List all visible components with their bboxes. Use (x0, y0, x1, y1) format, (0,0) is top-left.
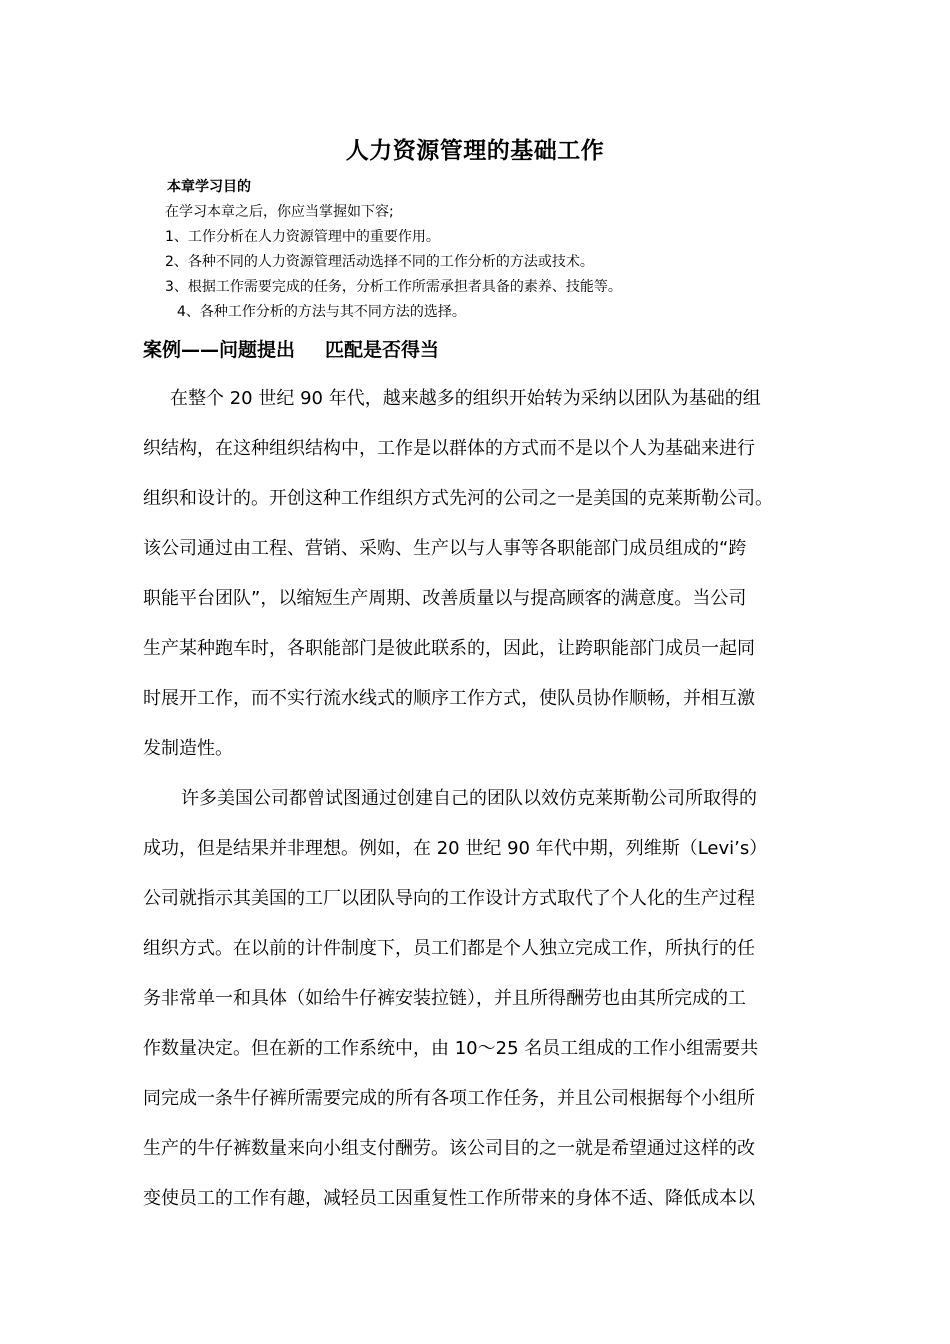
objectives-heading: 本章学习目的 (167, 179, 251, 195)
document-title: 人力资源管理的基础工作 (345, 138, 605, 164)
case-heading-left: 案例——问题提出 (143, 339, 296, 361)
paragraph-line: 成功，但是结果并非理想。例如，在 20 世纪 90 年代中期，列维斯（Levi’s） (143, 838, 768, 859)
paragraph-line: 生产某种跑车时，各职能部门是彼此联系的，因此，让跨职能部门成员一起同 (143, 638, 755, 659)
paragraph-line: 同完成一条牛仔裤所需要完成的所有各项工作任务，并且公司根据每个小组所 (143, 1088, 755, 1109)
paragraph-line: 在整个 20 世纪 90 年代，越来越多的组织开始转为采纳以团队为基础的组 (170, 388, 761, 409)
objective-item: 4、各种工作分析的方法与其不同方法的选择。 (177, 304, 466, 320)
paragraph-line: 职能平台团队”，以缩短生产周期、改善质量以与提高顾客的满意度。当公司 (143, 588, 747, 609)
paragraph-line: 作数量决定。但在新的工作系统中，由 10～25 名员工组成的工作小组需要共 (143, 1038, 759, 1059)
paragraph-line: 务非常单一和具体（如给牛仔裤安装拉链），并且所得酬劳也由其所完成的工 (143, 988, 746, 1009)
case-heading-right: 匹配是否得当 (325, 339, 440, 361)
paragraph-line: 许多美国公司都曾试图通过创建自己的团队以效仿克莱斯勒公司所取得的 (181, 788, 757, 809)
paragraph-line: 时展开工作，而不实行流水线式的顺序工作方式，使队员协作顺畅，并相互激 (143, 688, 755, 709)
case-heading (143, 335, 439, 365)
paragraph-line: 该公司通过由工程、营销、采购、生产以与人事等各职能部门成员组成的“跨 (143, 538, 747, 559)
objective-item: 1、工作分析在人力资源管理中的重要作用。 (165, 229, 440, 245)
paragraph-line: 生产的牛仔裤数量来向小组支付酬劳。该公司目的之一就是希望通过这样的改 (143, 1138, 755, 1159)
objective-item: 2、各种不同的人力资源管理活动选择不同的工作分析的方法或技术。 (165, 254, 594, 270)
paragraph-line: 组织方式。在以前的计件制度下，员工们都是个人独立完成工作，所执行的任 (143, 938, 755, 959)
paragraph-line: 织结构，在这种组织结构中，工作是以群体的方式而不是以个人为基础来进行 (143, 438, 755, 459)
objectives-intro: 在学习本章之后，你应当掌握如下容; (165, 204, 394, 220)
paragraph-line: 变使员工的工作有趣，减轻员工因重复性工作所带来的身体不适、降低成本以 (143, 1188, 755, 1209)
paragraph-line: 组织和设计的。开创这种工作组织方式先河的公司之一是美国的克莱斯勒公司。 (143, 488, 773, 509)
paragraph-line: 发制造性。 (143, 738, 233, 759)
objective-item: 3、根据工作需要完成的任务，分析工作所需承担者具备的素养、技能等。 (165, 279, 622, 295)
paragraph-line: 公司就指示其美国的工厂以团队导向的工作设计方式取代了个人化的生产过程 (143, 888, 755, 909)
